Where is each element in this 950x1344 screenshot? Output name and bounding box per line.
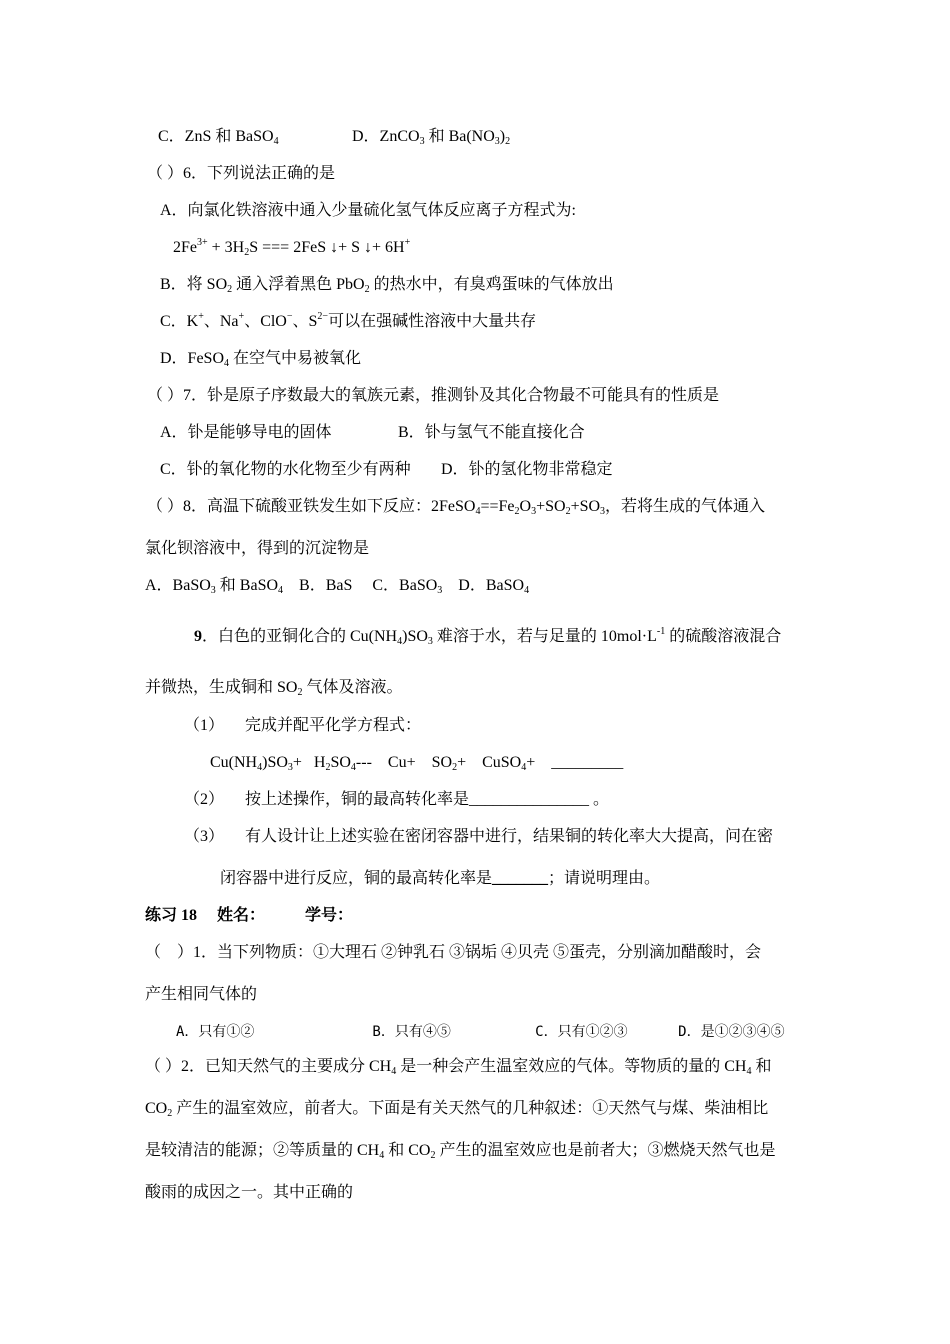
q9-stem: 9．白色的亚铜化合的 $Cu(NH_4)SO_3$ 难溶于水，若与足量的 $10mol\cdot L^{-1}$ 的硫酸溶液混合 [194,626,782,647]
q6-option-d: D．FeSO$_4$ 在空气中易被氧化 [160,350,362,369]
q7-option-c: C．钋的氧化物的水化物至少有两种 [160,461,411,478]
q9-part3-continued: 闭容器中进行反应，铜的最高转化率是_______；请说明理由。 [220,870,661,887]
q6-option-b: B．将 $SO_2$ 通入浮着黑色 PbO$_2$ 的热水中，有臭鸡蛋味的气体放出 [160,276,614,295]
e2-line-3: 是较清洁的能源；②等质量的 $CH_4$ 和 $CO_2$ 产生的温室效应也是前者大；③燃烧天然气也是 [145,1142,776,1161]
q6-option-c: C．K+、Na+、ClO−、$S^{2-}$可以在强碱性溶液中大量共存 [160,311,537,330]
q8-stem-continued: 氯化钡溶液中，得到的沉淀物是 [145,540,370,557]
q5-option-c: C．ZnS 和 BaSO$_4$ [158,128,279,147]
q9-stem-continued: 并微热，生成铜和 $SO_2$ 气体及溶液。 [145,679,403,698]
q7-stem: （ ）7．钋是原子序数最大的氧族元素，推测钋及其化合物最不可能具有的性质是 [147,387,720,404]
e2-line-2: $CO_2$ 产生的温室效应，前者大。下面是有关天然气的几种叙述：①天然气与煤、柴油相比 [145,1100,769,1119]
e1-stem-continued: 产生相同气体的 [145,986,258,1003]
q9-part2-number: （2） [184,791,225,808]
q6-equation: $2Fe^{3+} + 3H_2S$ === 2FeS ↓+ S ↓+ 6H+ [173,237,411,258]
e2-line-4: 酸雨的成因之一。其中正确的 [145,1184,354,1201]
exercise-header: 练习 18 姓名： 学号： [145,907,354,924]
q7-option-d: D．钋的氢化物非常稳定 [441,461,613,478]
q7-option-a: A．钋是能够导电的固体 [160,424,332,441]
q6-option-a: A．向氯化铁溶液中通入少量硫化氢气体反应离子方程式为: [160,202,577,219]
q5-option-d: D．ZnCO$_3$ 和 $Ba(NO_3)_2$ [352,128,511,147]
q9-part2-text: 按上述操作，铜的最高转化率是_______________ 。 [245,791,610,808]
e1-stem: （ ）1．当下列物质：①大理石 ②钟乳石 ③锅垢 ④贝壳 ⑤蛋壳，分别滴加醋酸时，会 [145,944,762,961]
q9-part1-number: （1） [184,717,225,734]
q9-part1-text: 完成并配平化学方程式： [245,717,422,734]
q9-part3-text: 有人设计让上述实验在密闭容器中进行，结果铜的转化率大大提高，问在密 [245,828,774,845]
q9-equation: $Cu(NH_4)SO_3+ H_2SO_4---$ Cu+ $SO_2+$ CuSO$_4$+ _________ [210,754,624,773]
q6-stem: （ ）6．下列说法正确的是 [147,165,336,182]
e2-line-1: （ ）2．已知天然气的主要成分 $CH_4$ 是一种会产生温室效应的气体。等物质的量的 $CH_4$ 和 [145,1058,772,1077]
q7-option-b: B．钋与氢气不能直接化合 [398,424,585,441]
q8-options: A．BaSO$_3$ 和 BaSO$_4$ B．BaS C．BaSO$_3$ D．BaSO$_4$ [145,577,530,596]
e1-options: A．只有①② B．只有④⑤ C．只有①②③ D．是①②③④⑤ [176,1024,785,1040]
q9-part3-number: （3） [184,828,225,845]
q8-stem: （ ）8．高温下硫酸亚铁发生如下反应：$2FeSO_4==Fe_2O_3+SO_2+SO_3$，若将生成的气体通入 [147,498,766,517]
